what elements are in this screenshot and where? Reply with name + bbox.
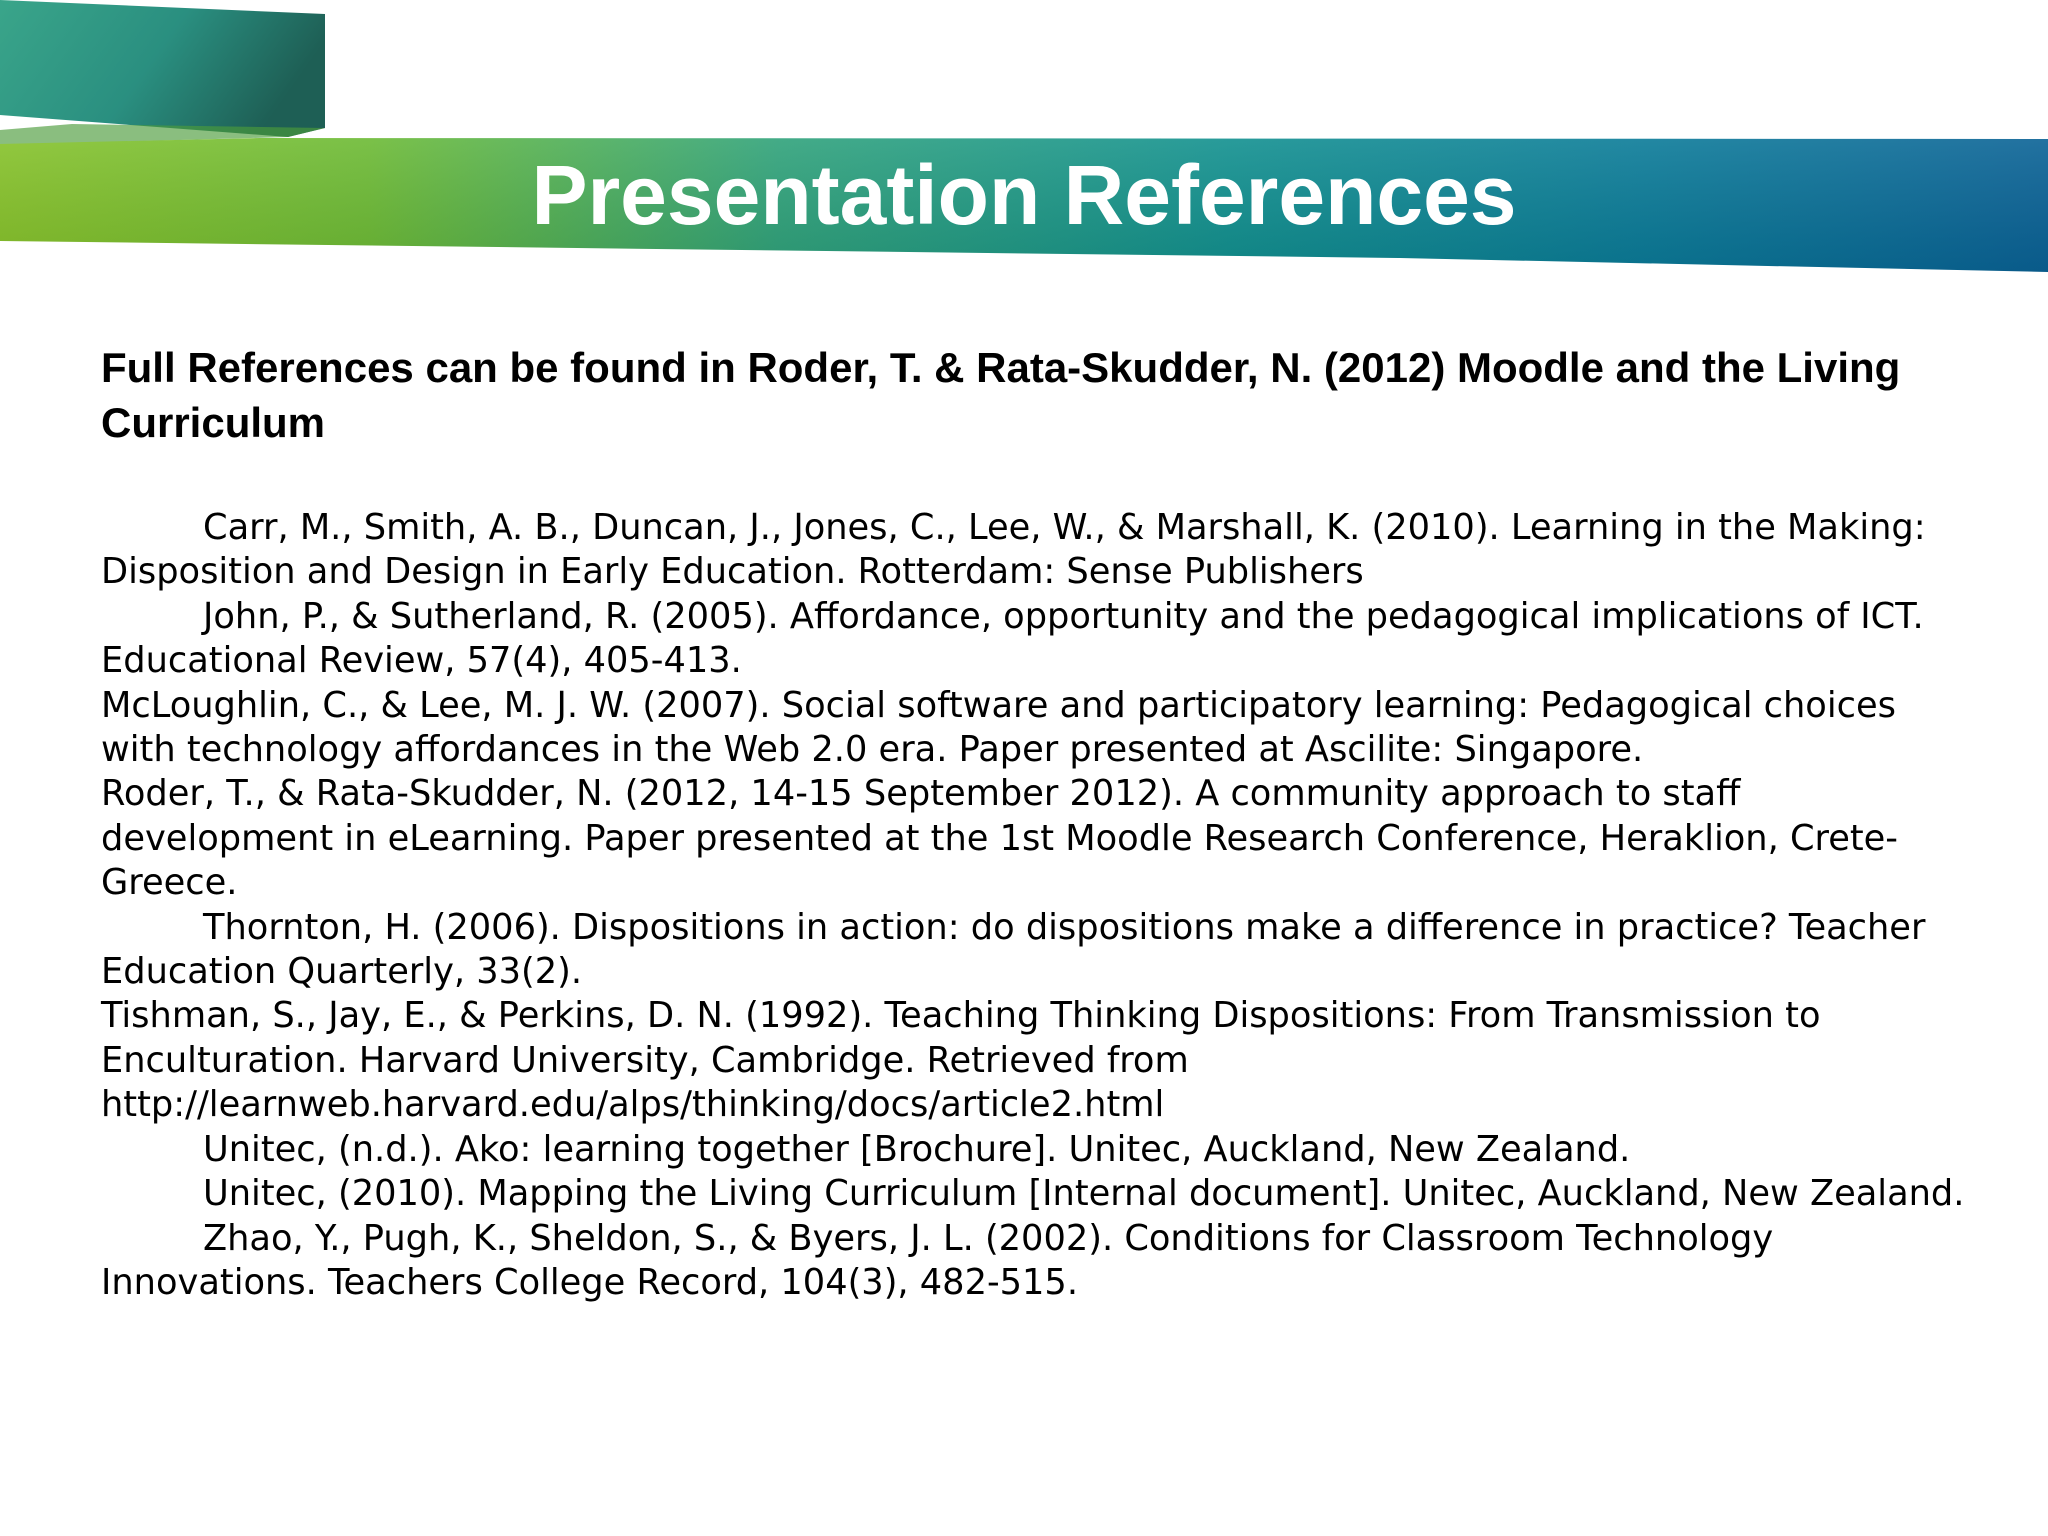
slide-title: Presentation References	[531, 148, 1517, 242]
reference-entry: Carr, M., Smith, A. B., Duncan, J., Jones, C., Lee, W., & Marshall, K. (2010). Learning in the Making: Disposition and Design in Early Education. Rotterdam: Sense Publishers	[101, 507, 1926, 593]
reference-entry: Unitec, (n.d.). Ako: learning together [Brochure]. Unitec, Auckland, New Zealand.	[203, 1128, 1631, 1170]
reference-entry: Unitec, (2010). Mapping the Living Curriculum [Internal document]. Unitec, Auckland, New Zealand.	[203, 1173, 1965, 1215]
ribbon-top-shape	[0, 0, 325, 137]
reference-entry: Tishman, S., Jay, E., & Perkins, D. N. (1992). Teaching Thinking Dispositions: From Transmission to Enculturation. Harvard University, Cambridge. Retrieved from http://learnweb.harvard.edu/alps/thinking/docs/article2.html	[101, 995, 1821, 1126]
reference-entry: McLoughlin, C., & Lee, M. J. W. (2007). Social software and participatory learning: Pedagogical choices with technology affordances in the Web 2.0 era. Paper presented at Ascilite: Singapore.	[101, 684, 1896, 771]
reference-entry: Zhao, Y., Pugh, K., Sheldon, S., & Byers, J. L. (2002). Conditions for Classroom Technology Innovations. Teachers College Record, 104(3), 482-515.	[101, 1217, 1774, 1303]
references-note: Full References can be found in Roder, T. & Rata-Skudder, N. (2012) Moodle and the Living Curriculum	[101, 344, 1901, 446]
reference-entry: Roder, T., & Rata-Skudder, N. (2012, 14-15 September 2012). A community approach to staff development in eLearning. Paper presented at the 1st Moodle Research Conference, Heraklion, Crete-Greece.	[101, 773, 1898, 904]
reference-list	[101, 506, 1971, 1305]
reference-entry: John, P., & Sutherland, R. (2005). Affordance, opportunity and the pedagogical implications of ICT. Educational Review, 57(4), 405-413.	[101, 595, 1924, 682]
reference-entry: Thornton, H. (2006). Dispositions in action: do dispositions make a difference in practice? Teacher Education Quarterly, 33(2).	[101, 906, 1926, 993]
